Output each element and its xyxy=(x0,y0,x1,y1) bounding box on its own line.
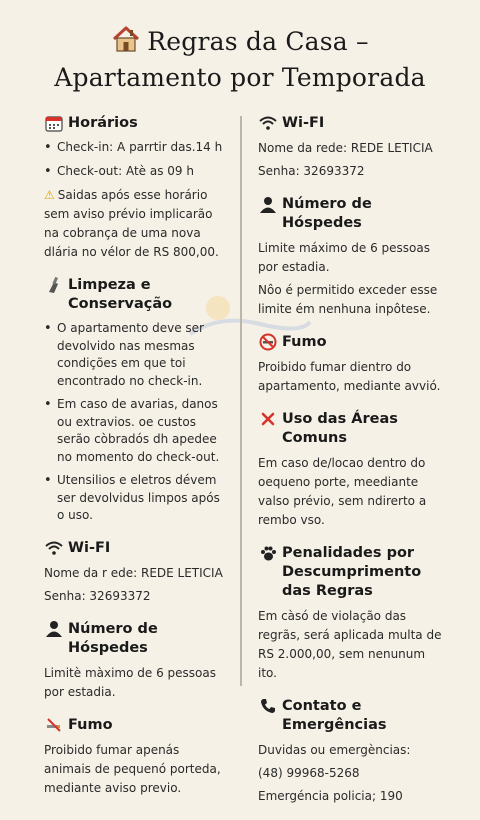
section-areas-comuns xyxy=(258,410,446,530)
warning-icon: ⚠ xyxy=(44,188,55,202)
hospedes-text-2: Nôo é permitido exceder esse limite ém nenhuna inpôtese. xyxy=(258,283,438,316)
person-icon xyxy=(44,620,64,638)
list-item: • Check-out: Atè as 09 h xyxy=(44,163,230,181)
areas-title: Uso das Áreas Comuns xyxy=(282,411,398,446)
section-fumo-right xyxy=(258,333,446,396)
no-smoking-icon xyxy=(44,716,64,734)
hospedes-title: Número de Hóspedes xyxy=(68,620,158,656)
page-title xyxy=(0,24,480,94)
right-column xyxy=(258,114,446,820)
house-icon xyxy=(111,24,141,62)
limpeza-title: Limpeza e Conservação xyxy=(68,277,173,312)
person-icon xyxy=(258,195,278,213)
section-wifi-left xyxy=(44,539,230,606)
penalidades-text: Em càsó de violação das regrãs, será aplicada multa de RS 2.000,00, sem nenunum ito. xyxy=(258,609,442,680)
calendar-icon xyxy=(44,114,64,132)
title-line-2: Apartamento por Temporada xyxy=(54,63,426,92)
section-wifi-right xyxy=(258,114,446,181)
fumo-text: Proibido fumar dientro do apartamento, mediante avvió. xyxy=(258,360,441,393)
contato-emergency: Emergéncia policia; 190 xyxy=(258,789,403,803)
hospedes-text: Limite máximo de 6 pessoas por estadia. xyxy=(258,241,430,274)
wifi-title: Wi-FI xyxy=(282,115,325,131)
horarios-list xyxy=(44,139,230,180)
cleaning-icon xyxy=(44,276,64,294)
wifi-network: Nome da r ede: REDE LETICIA xyxy=(44,565,223,580)
wifi-icon xyxy=(44,539,64,557)
areas-text: Em caso de/locao dentro do oequeno porte, meediante valso prévio, sem ndirerto a rembo vso. xyxy=(258,456,427,527)
hospedes-title: Número de Hóspedes xyxy=(282,196,372,231)
no-smoking-icon xyxy=(258,333,278,351)
red-x-icon xyxy=(258,410,278,428)
fumo-text: Proibido fumar apenás animais de pequenó porteda, mediante aviso previo. xyxy=(44,742,221,795)
list-item: • Check-in: A parrtir das.14 h xyxy=(44,139,230,157)
horarios-title: Horários xyxy=(68,115,138,131)
list-item: • O apartamento deve ser devolvido nas mesmas condições em que toi encontrado no check-in. xyxy=(44,320,230,390)
wifi-title: Wi-FI xyxy=(68,539,111,556)
wifi-password: Senha: 32693372 xyxy=(44,588,151,603)
left-column xyxy=(44,114,230,812)
warning-text: Saidas após esse horário sem aviso prévio implicarão na cobrança de uma nova dlária no vélor de RS 800,00. xyxy=(44,188,219,259)
contato-line-1: Duvidas ou emergèncias: xyxy=(258,743,411,757)
wifi-password: Senha: 32693372 xyxy=(258,164,365,178)
paw-icon xyxy=(258,544,278,562)
column-divider xyxy=(240,116,242,686)
section-limpeza xyxy=(44,276,230,525)
phone-icon xyxy=(258,697,278,715)
wifi-icon xyxy=(258,114,278,132)
list-item: • Utensilios e eletros dévem ser devolvidus limpos após o uso. xyxy=(44,472,230,525)
limpeza-list xyxy=(44,320,230,525)
title-line-1: Regras da Casa – xyxy=(147,27,369,56)
penalidades-title: Penalidades por Descumprimento das Regras xyxy=(282,545,422,599)
section-penalidades xyxy=(258,544,446,683)
section-hospedes-right xyxy=(258,195,446,319)
section-fumo-left xyxy=(44,716,230,798)
list-item: • Em caso de avarias, danos ou extravios. oe custos serão còbradós dh apedee no momento do check-out. xyxy=(44,396,230,466)
section-contato xyxy=(258,697,446,806)
contato-title: Contato e Emergências xyxy=(282,698,387,733)
contato-phone: (48) 99968-5268 xyxy=(258,766,360,780)
wifi-network: Nome da rede: REDE LETICIA xyxy=(258,141,433,155)
horarios-warning xyxy=(44,186,230,262)
section-horarios xyxy=(44,114,230,262)
fumo-title: Fumo xyxy=(282,334,327,350)
fumo-title: Fumo xyxy=(68,716,113,733)
section-hospedes-left xyxy=(44,620,230,702)
hospedes-text: Limitè màximo de 6 pessoas por estadia. xyxy=(44,665,216,699)
